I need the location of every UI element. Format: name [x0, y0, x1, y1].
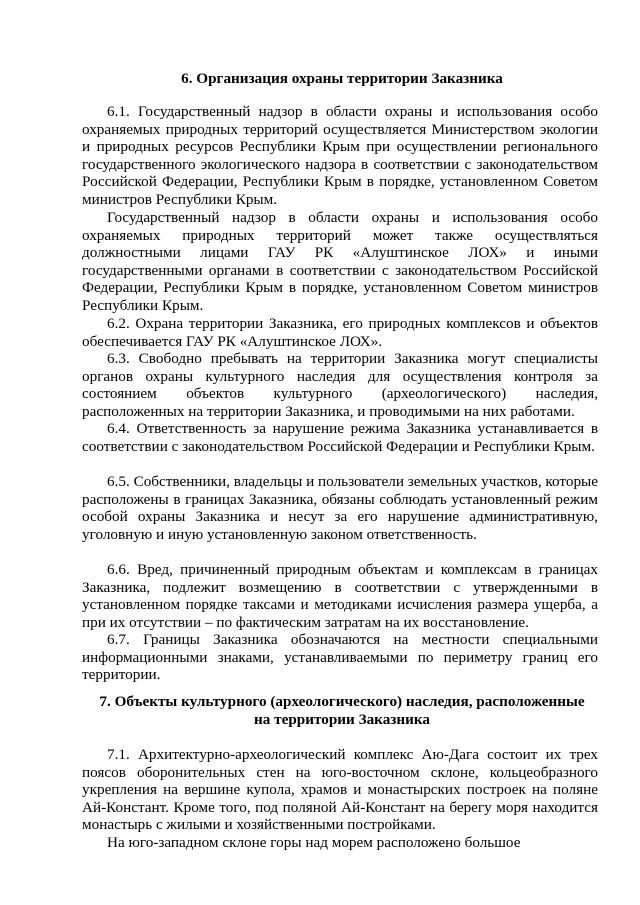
- paragraph-6-3: 6.3. Свободно пребывать на территории Заказника могут специалисты органов охраны культурного наследия для осуществления контроля за состоянием объектов культурного (археологического) наследия, расположенных на территории Заказника, и проводимыми на них работами.: [82, 350, 598, 420]
- paragraph-7-1: 7.1. Архитектурно-археологический комплекс Аю-Дага состоит их трех поясов оборонительных стен на юго-восточном склоне, кольцеобразного укрепления на вершине купола, храмов и монастырских построек на поляне Ай-Констант. Кроме того, под поляной Ай-Констант на берегу моря находится монастырь с жилыми и хозяйственными постройками.: [82, 746, 598, 834]
- paragraph-6-1-continued: Государственный надзор в области охраны и использования особо охраняемых природных территорий может также осуществляться должностными лицами ГАУ РК «Алуштинское ЛОХ» и иными государственными органами в соответствии с законодательством Российской Федерации, Республики Крым в порядке, установленном Советом министров Республики Крым.: [82, 209, 598, 314]
- paragraph-6-6: 6.6. Вред, причиненный природным объектам и комплексам в границах Заказника, подлежит возмещению в соответствии с утвержденными в установленном порядке таксами и методиками исчисления размера ущерба, а при их отсутствии – по фактическим затратам на их восстановление.: [82, 561, 598, 631]
- paragraph-6-5: 6.5. Собственники, владельцы и пользователи земельных участков, которые расположены в границах Заказника, обязаны соблюдать установленный режим особой охраны Заказника и несут за его нарушение административную, уголовную и иную установленную законом ответственность.: [82, 473, 598, 543]
- section-7-heading-line-1: 7. Объекты культурного (археологического) наследия, расположенные: [99, 693, 585, 710]
- section-6-heading: 6. Организация охраны территории Заказника: [181, 70, 503, 87]
- paragraph-7-1-continued: На юго-западном склоне горы над морем расположено большое: [107, 834, 521, 851]
- section-7-heading-line-2: на территории Заказника: [253, 711, 431, 728]
- paragraph-6-4: 6.4. Ответственность за нарушение режима Заказника устанавливается в соответствии с законодательством Российской Федерации и Республики Крым.: [82, 420, 598, 455]
- paragraph-6-2: 6.2. Охрана территории Заказника, его природных комплексов и объектов обеспечивается ГАУ РК «Алуштинское ЛОХ».: [82, 315, 598, 350]
- paragraph-6-7: 6.7. Границы Заказника обозначаются на местности специальными информационными знаками, устанавливаемыми по периметру границ его территории.: [82, 631, 598, 684]
- section-7-heading: [82, 693, 602, 729]
- paragraph-6-1: 6.1. Государственный надзор в области охраны и использования особо охраняемых природных территорий осуществляется Министерством экологии и природных ресурсов Республики Крым при осуществлении регионального государственного экологического надзора в соответствии с законодательством Российской Федерации, Республики Крым в порядке, установленном Советом министров Республики Крым.: [82, 103, 598, 208]
